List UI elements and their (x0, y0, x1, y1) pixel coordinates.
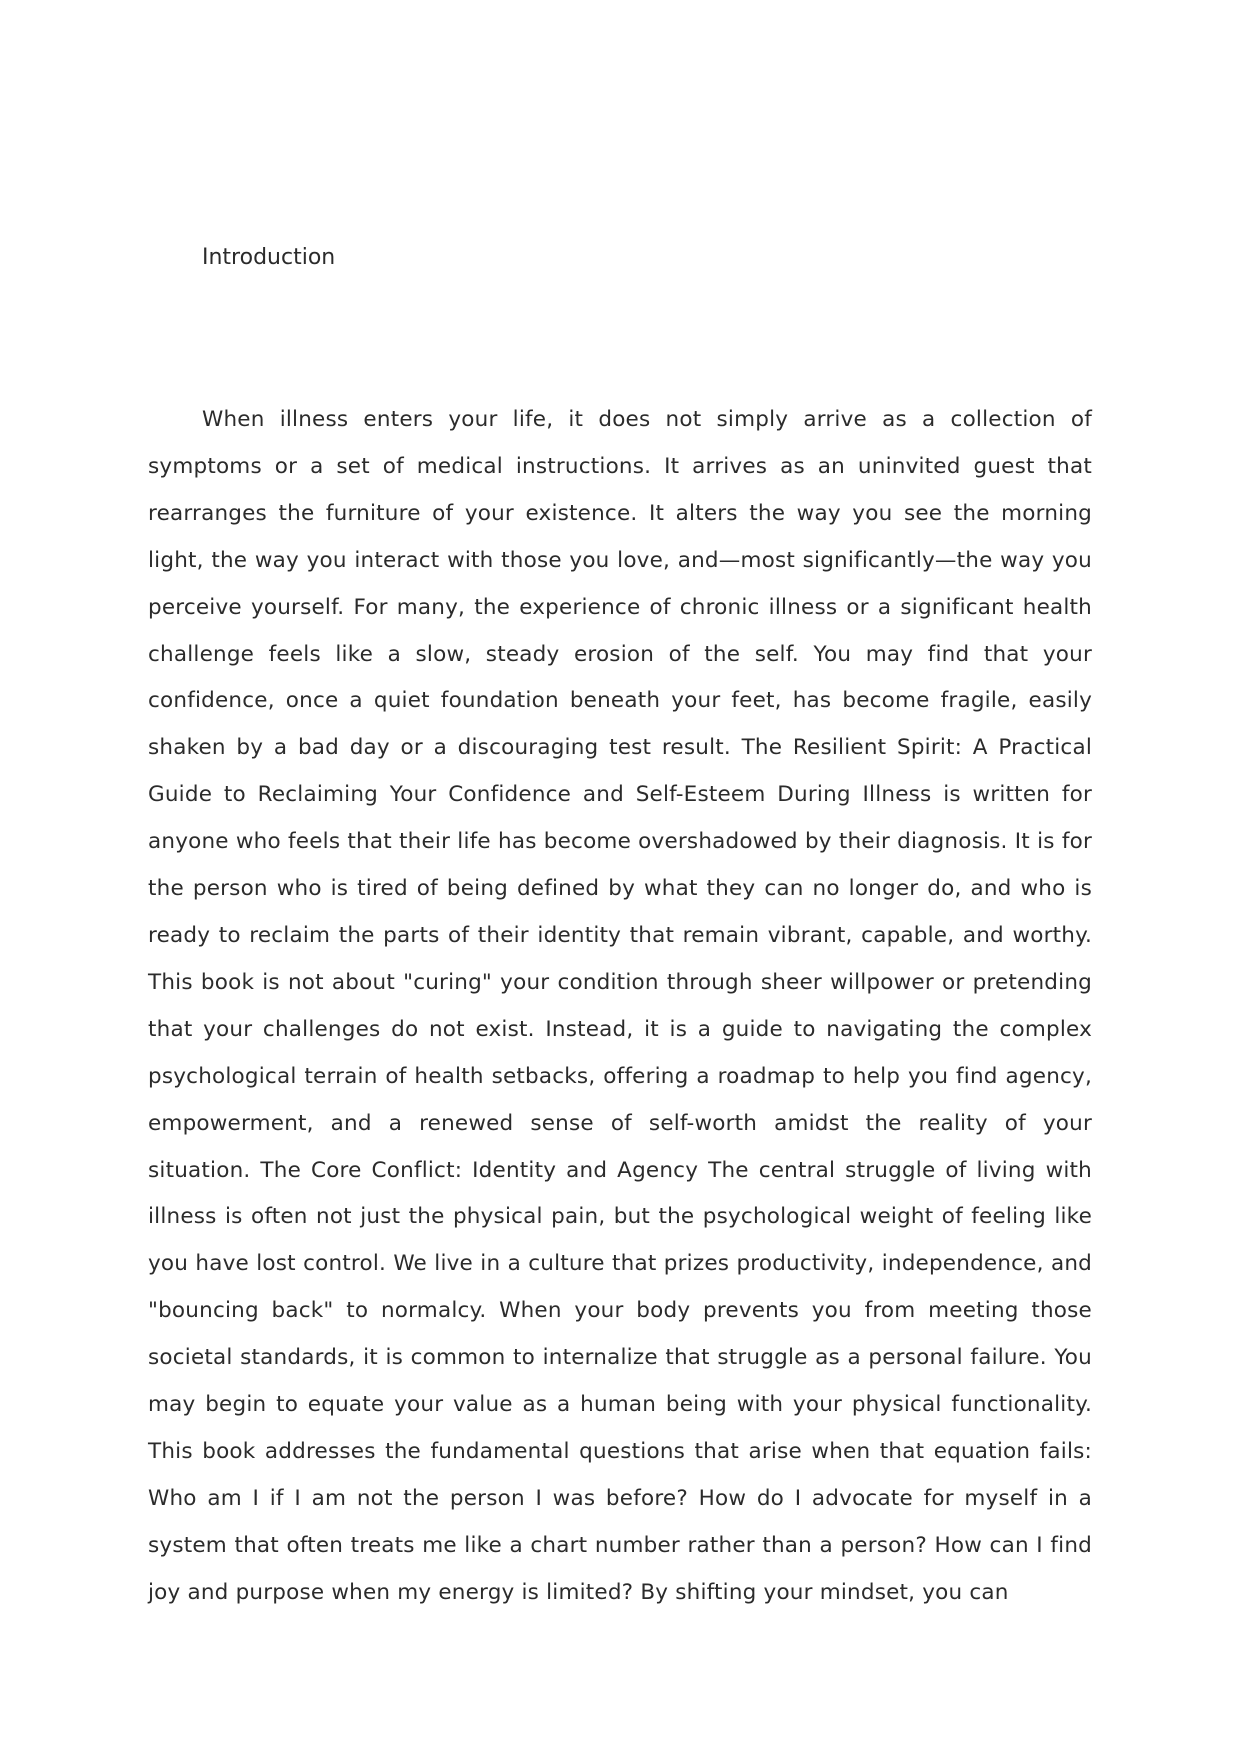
section-heading: Introduction (202, 245, 336, 270)
body-paragraph: When illness enters your life, it does not simply arrive as a collection of symptoms or a set of medical instructions. It arrives as an uninvited guest that rearranges the furniture of your existence. It alters the way you see the morning light, the way you interact with those you love, and—most significantly—the way you perceive yourself. For many, the experience of chronic illness or a significant health challenge feels like a slow, steady erosion of the self. You may find that your confidence, once a quiet foundation beneath your feet, has become fragile, easily shaken by a bad day or a discouraging test result. The Resilient Spirit: A Practical Guide to Reclaiming Your Confidence and Self-Esteem During Illness is written for anyone who feels that their life has become overshadowed by their diagnosis. It is for the person who is tired of being defined by what they can no longer do, and who is ready to reclaim the parts of their identity that remain vibrant, capable, and worthy. This book is not about "curing" your condition through sheer willpower or pretending that your challenges do not exist. Instead, it is a guide to navigating the complex psychological terrain of health setbacks, offering a roadmap to help you find agency, empowerment, and a renewed sense of self-worth amidst the reality of your situation. The Core Conflict: Identity and Agency The central struggle of living with illness is often not just the physical pain, but the psychological weight of feeling like you have lost control. We live in a culture that prizes productivity, independence, and "bouncing back" to normalcy. When your body prevents you from meeting those societal standards, it is common to internalize that struggle as a personal failure. You may begin to equate your value as a human being with your physical functionality. This book addresses the fundamental questions that arise when that equation fails: Who am I if I am not the person I was before? How do I advocate for myself in a system that often treats me like a chart number rather than a person? How can I find joy and purpose when my energy is limited? By shifting your mindset, you can (148, 407, 1092, 1605)
